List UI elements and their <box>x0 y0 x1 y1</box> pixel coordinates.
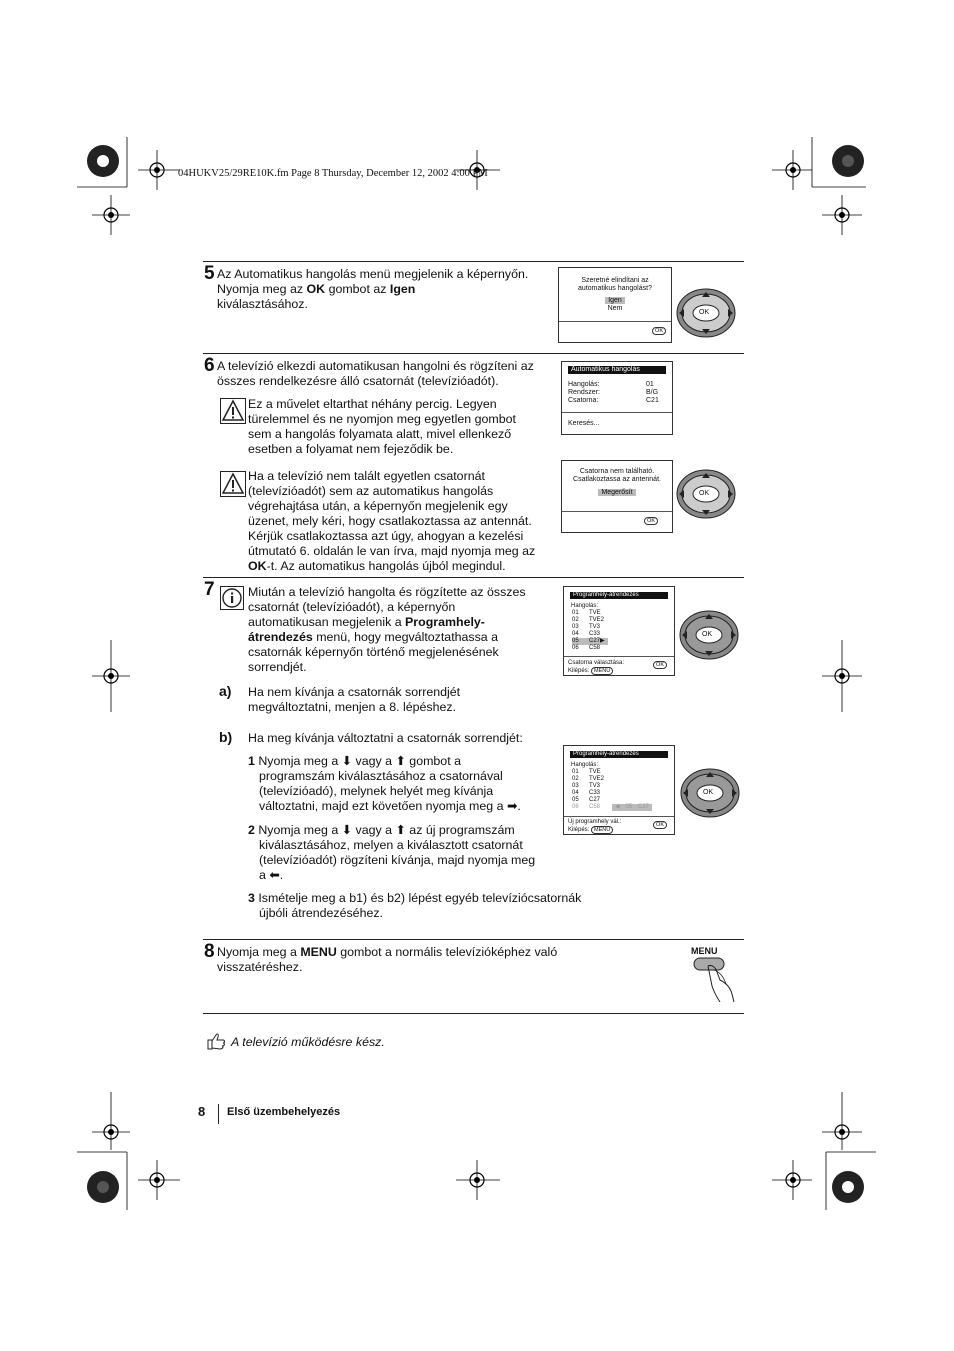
screen-autotune-prompt: Szeretné elindítani az automatikus hangolást? Igen Nem OK <box>558 267 672 343</box>
substep-a-text: Ha nem kívánja a csatornák sorrendjét megváltoztatni, menjen a 8. lépéshez. <box>248 685 461 714</box>
substep-b-text: Ha meg kívánja változtatni a csatornák sorrendjét: <box>248 731 523 745</box>
file-header: 04HUKV25/29RE10K.fm Page 8 Thursday, December 12, 2002 4:00 PM <box>178 168 488 179</box>
ok-icon: OK <box>652 327 666 335</box>
footer-divider <box>218 1104 219 1124</box>
channel-row: 03 TV3 <box>572 624 601 630</box>
section-title: Első üzembehelyezés <box>227 1106 341 1118</box>
channel-row: 05 C27 <box>572 797 601 803</box>
page-number: 8 <box>198 1104 206 1119</box>
channel-row: 06 C58 ◀ 05 C27 <box>572 804 674 811</box>
rule-end <box>203 1013 744 1014</box>
menu-icon: MENU <box>591 826 613 834</box>
channel-row: 01 TVE <box>572 610 601 616</box>
ok-icon: OK <box>644 517 658 525</box>
arrow-up-icon: ⬆ <box>395 754 406 768</box>
step-7-number: 7 <box>204 579 215 600</box>
remote-ok-label: OK <box>699 490 710 497</box>
channel-row: 04 C33 <box>572 790 601 796</box>
substep-a-label: a) <box>219 683 232 699</box>
step-6-number: 6 <box>204 355 215 376</box>
screen-program-sort: Programhely-átrendezés Hangolás: 01 TVE 02 TVE2 03 TV3 04 C33 05 C27 ▶ 06 C58 Csatorna választása: Kilépés: MENU OK <box>563 586 675 676</box>
moving-channel-highlight: ◀ 05 C27 <box>612 804 652 811</box>
info-icon <box>220 586 244 610</box>
screen-no-channel: Csatorna nem található. Csatlakoztassa az antennát. Megerősít OK <box>561 460 673 533</box>
rule-step6 <box>203 353 744 354</box>
menu-icon: MENU <box>591 667 613 675</box>
step-8-number: 8 <box>204 941 215 962</box>
menu-button-label: MENU <box>691 946 718 956</box>
substep-b3-text: 3 Ismételje meg a b1) és b2) lépést egyéb televíziócsatornák újbóli átrendezéséhez. <box>248 891 582 920</box>
remote-ok-label: OK <box>703 789 714 796</box>
substep-b1-text: 1 Nyomja meg a ⬇ vagy a ⬆ gombot a programszám kiválasztásához a csatornával (televízióadó), melynek helyét meg kívánja változtatni, majd ezt követően nyomja meg a ➡. <box>248 754 521 813</box>
step-7-text: Miután a televízió hangolta és rögzítette az összes csatornát (televízióadót), a képernyőn automatikusan megjelenik a Programhely- átrendezés menü, hogy megváltoztathassa a csatornák képernyőn történő megjelenésének sorrendjét. <box>248 585 526 674</box>
warning-text-1: Ez a művelet eltarthat néhány percig. Legyen türelemmel és ne nyomjon meg egyetlen gombot sem a hangolás folyamata alatt, mivel ellenkező esetben a folyamat nem fejeződik be. <box>248 397 516 456</box>
channel-row: 03 TV3 <box>572 783 601 789</box>
rule-step7 <box>203 577 744 578</box>
screen-program-move: Programhely-átrendezés Hangolás: 01 TVE 02 TVE2 03 TV3 04 C33 05 C27 06 C58 ◀ 05 C27 Új programhely vál.: Kilépés: MENU OK <box>563 745 675 835</box>
channel-row: 04 C33 <box>572 631 601 637</box>
remote-ok-label: OK <box>699 309 710 316</box>
channel-row: 02 TVE2 <box>572 617 605 623</box>
warning-icon <box>220 398 246 424</box>
arrow-left-icon: ⬅ <box>269 868 280 882</box>
step-6-text: A televízió elkezdi automatikusan hangolni és rögzíteni az összes rendelkezésre álló csatornát (televízióadót). <box>217 359 534 388</box>
screen-autotune-progress: Automatikus hangolás Hangolás: 01 Rendszer: B/G Csatorna: C21 Keresés... <box>561 361 673 435</box>
channel-row: 05 C27 ▶ <box>572 638 608 645</box>
step-8-text: Nyomja meg a MENU gombot a normális televízióképhez való visszatéréshez. <box>217 945 558 974</box>
arrow-left-icon: ◀ <box>615 804 620 810</box>
ready-text: A televízió működésre kész. <box>231 1035 385 1049</box>
arrow-right-icon: ▶ <box>600 638 605 644</box>
menu-button-hand-icon <box>690 956 740 1004</box>
rule-step8 <box>203 939 744 940</box>
thumbs-up-icon <box>206 1032 226 1050</box>
substep-b-label: b) <box>219 729 233 745</box>
arrow-right-icon: ➡ <box>506 799 518 813</box>
substep-b2-text: 2 Nyomja meg a ⬇ vagy a ⬆ az új programszám kiválasztásához, melyen a kiválasztott csatornát (televízióadót) rögzíteni kívánja, majd nyomja meg a ⬅. <box>248 823 536 882</box>
step-5-number: 5 <box>204 263 215 284</box>
channel-row: 02 TVE2 <box>572 776 605 782</box>
ok-icon: OK <box>653 821 667 829</box>
warning-text-2: Ha a televízió nem talált egyetlen csatornát (televízióadót) sem az automatikus hangolás végrehajtása után, a képernyőn megjelenik egy üzenet, mely kéri, hogy csatlakoztassa az antennát. Kérjük csatlakoztassa azt úgy, ahogyan a kezelési útmutató 6. oldalán le van írva, majd nyomja meg az OK-t. Az automatikus hangolás újból megindul. <box>248 469 536 573</box>
step-5-text: Az Automatikus hangolás menü megjelenik a képernyőn. Nyomja meg az OK gombot az Igen kiválasztásához. <box>217 267 529 311</box>
warning-icon <box>220 471 246 497</box>
arrow-down-icon: ⬇ <box>341 823 353 837</box>
arrow-down-icon: ⬇ <box>341 754 353 768</box>
arrow-up-icon: ⬆ <box>395 823 406 837</box>
channel-row: 06 C58 <box>572 645 601 651</box>
rule-step5 <box>203 261 744 262</box>
ok-icon: OK <box>653 661 667 669</box>
channel-row: 01 TVE <box>572 769 601 775</box>
remote-ok-label: OK <box>702 631 713 638</box>
